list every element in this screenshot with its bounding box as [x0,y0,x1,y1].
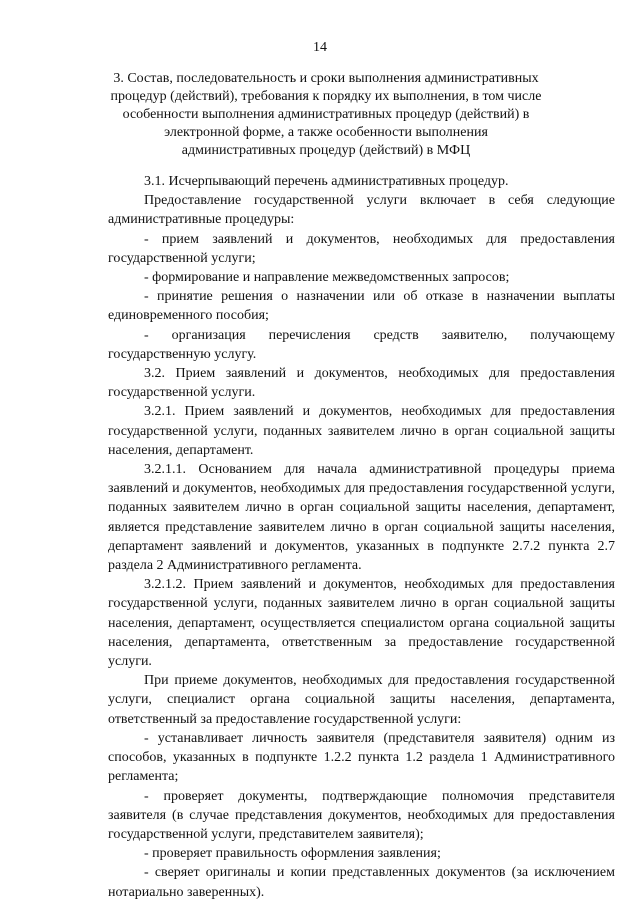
paragraph: 3.1. Исчерпывающий перечень административных процедур. [144,174,509,189]
document-body [108,172,615,902]
paragraph: 3.2. Прием заявлений и документов, необходимых для предоставления государственной услуги. [108,366,615,401]
paragraph: - принятие решения о назначении или об отказе в назначении выплаты единовременного пособия; [108,289,615,324]
paragraph: - устанавливает личность заявителя (представителя заявителя) одним из способов, указанных в подпункте 1.2.2 пункта 1.2 раздела 1 Административного регламента; [108,730,615,785]
paragraph: Предоставление государственной услуги включает в себя следующие административные процедуры: [108,193,615,228]
paragraph: 3.2.1. Прием заявлений и документов, необходимых для предоставления государственной услуги, поданных заявителем лично в орган социальной защиты населения, департамент. [108,404,615,458]
section-heading: 3. Состав, последовательность и сроки выполнения административных процедур (действий), требования к порядку их выполнения, в том числе особенности выполнения административных процедур (действий) в электронной форме, а также особенности выполнения административных процедур (действий) в МФЦ [110,71,542,158]
paragraph: При приеме документов, необходимых для предоставления государственной услуги, специалист органа социальной защиты населения, департамента, ответственный за предоставление государственной услуги: [108,673,615,727]
page-number: 14 [313,40,327,55]
paragraph: - проверяет правильность оформления заявления; [144,846,441,862]
paragraph: - прием заявлений и документов, необходимых для предоставления государственной услуги; [108,231,615,266]
paragraph: - сверяет оригиналы и копии представленных документов (за исключением нотариально заверенных). [108,865,615,900]
paragraph: - проверяет документы, подтверждающие полномочия представителя заявителя (в случае представления документов, необходимых для предоставления государственной услуги, представителем заявителя); [108,788,615,842]
paragraph: 3.2.1.2. Прием заявлений и документов, необходимых для предоставления государственной услуги, поданных заявителем лично в орган социальной защиты населения, департамент, осуществляется специалистом органа социальной защиты населения, департамента, ответственным за предоставление государственной услуги. [108,577,615,670]
paragraph: - организация перечисления средств заявителю, получающему государственную услугу. [108,327,615,362]
paragraph: 3.2.1.1. Основанием для начала административной процедуры приема заявлений и документов, необходимых для предоставления государственной услуги, поданных заявителем лично в орган социальной защиты населения, департамент, является представление заявителем лично в орган социальной защиты населения, департамент заявлений и документов, указанных в подпункте 2.7.2 пункта 2.7 раздела 2 Административного регламента. [108,462,615,574]
paragraph: - формирование и направление межведомственных запросов; [144,270,510,286]
